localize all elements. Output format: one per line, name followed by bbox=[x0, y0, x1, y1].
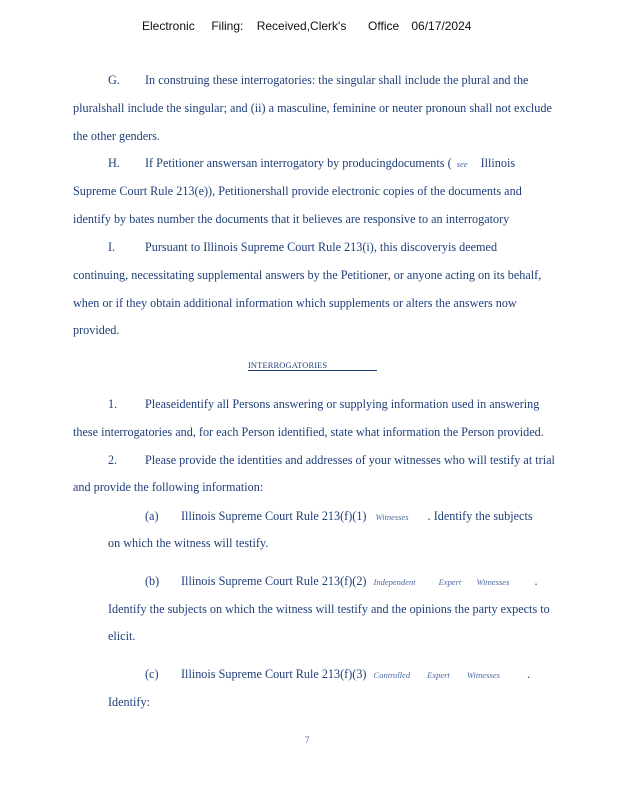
section-heading-interrogatories: INTERROGATORIES bbox=[248, 360, 377, 371]
para-i-line3: when or if they obtain additional information which supplements or alters the answers now bbox=[73, 296, 517, 310]
para-i-label: I. bbox=[108, 240, 116, 254]
para-h-illinois: Illinois bbox=[480, 156, 516, 170]
subitem-b-type3: Witnesses bbox=[476, 577, 510, 587]
stamp-office: Office bbox=[368, 19, 400, 33]
see-signal: see bbox=[456, 159, 468, 169]
para-i-line1: Pursuant to Illinois Supreme Court Rule 213(i), this discoveryis deemed bbox=[145, 240, 498, 254]
subitem-c-dot: . bbox=[526, 667, 530, 681]
subitem-c-type2: Expert bbox=[427, 670, 450, 680]
para-i-line2: continuing, necessitating supplemental answers by the Petitioner, or anyone acting on its behalf, bbox=[73, 268, 542, 282]
subitem-a-rule: Illinois Supreme Court Rule 213(f)(1) bbox=[181, 509, 367, 523]
interrogatory-2-line1: Please provide the identities and addresses of your witnesses who will testify at trial bbox=[145, 453, 555, 467]
subitem-b-label: (b) bbox=[145, 574, 160, 588]
subitem-c-line1 bbox=[181, 667, 530, 682]
subitem-c-line2: Identify: bbox=[108, 695, 150, 709]
para-g-label: G. bbox=[108, 73, 120, 87]
subitem-c-type1: Controlled bbox=[373, 670, 411, 680]
interrogatory-2-number: 2. bbox=[108, 453, 118, 467]
subitem-c-rule: Illinois Supreme Court Rule 213(f)(3) bbox=[181, 667, 367, 681]
subitem-b-line3: elicit. bbox=[108, 629, 136, 643]
subitem-b-rule: Illinois Supreme Court Rule 213(f)(2) bbox=[181, 574, 367, 588]
page-number: 7 bbox=[305, 735, 310, 745]
para-h-line1 bbox=[145, 156, 515, 171]
subitem-b-type1: Independent bbox=[373, 577, 416, 587]
subitem-b-type2: Expert bbox=[438, 577, 462, 587]
subitem-a-type: Witnesses bbox=[375, 512, 409, 522]
stamp-electronic: Electronic bbox=[142, 19, 195, 33]
stamp-received: Received,Clerk's bbox=[256, 19, 347, 33]
subitem-a-rest: . Identify the subjects bbox=[427, 509, 533, 523]
para-h-line3: identify by bates number the documents that it believes are responsive to an interrogatory bbox=[73, 212, 510, 226]
para-h-label: H. bbox=[108, 156, 120, 170]
interrogatory-1-number: 1. bbox=[108, 397, 118, 411]
para-h-line1-text: If Petitioner answersan interrogatory by producingdocuments ( bbox=[145, 156, 452, 170]
para-g-line2: pluralshall include the singular; and (ii) a masculine, feminine or neuter pronoun shall not exclude bbox=[73, 101, 552, 115]
interrogatory-1-line2: these interrogatories and, for each Person identified, state what information the Person provided. bbox=[73, 425, 544, 439]
subitem-a-label: (a) bbox=[145, 509, 159, 523]
para-g-line1: In construing these interrogatories: the singular shall include the plural and the bbox=[145, 73, 529, 87]
subitem-a-line2: on which the witness will testify. bbox=[108, 536, 269, 550]
subitem-a-line1 bbox=[181, 509, 533, 524]
interrogatory-1-line1: Pleaseidentify all Persons answering or supplying information used in answering bbox=[145, 397, 540, 411]
subitem-b-line1 bbox=[181, 574, 537, 589]
filing-stamp bbox=[142, 19, 471, 33]
stamp-date: 06/17/2024 bbox=[411, 19, 472, 33]
stamp-filing: Filing: bbox=[211, 19, 244, 33]
subitem-c-type3: Witnesses bbox=[466, 670, 500, 680]
interrogatory-2-line2: and provide the following information: bbox=[73, 480, 264, 494]
para-h-line2: Supreme Court Rule 213(e)), Petitionershall provide electronic copies of the documents and bbox=[73, 184, 522, 198]
subitem-c-label: (c) bbox=[145, 667, 159, 681]
subitem-b-dot: . bbox=[534, 574, 538, 588]
para-i-line4: provided. bbox=[73, 323, 120, 337]
subitem-b-line2: Identify the subjects on which the witness will testify and the opinions the party expects to bbox=[108, 602, 550, 616]
para-g-line3: the other genders. bbox=[73, 129, 160, 143]
